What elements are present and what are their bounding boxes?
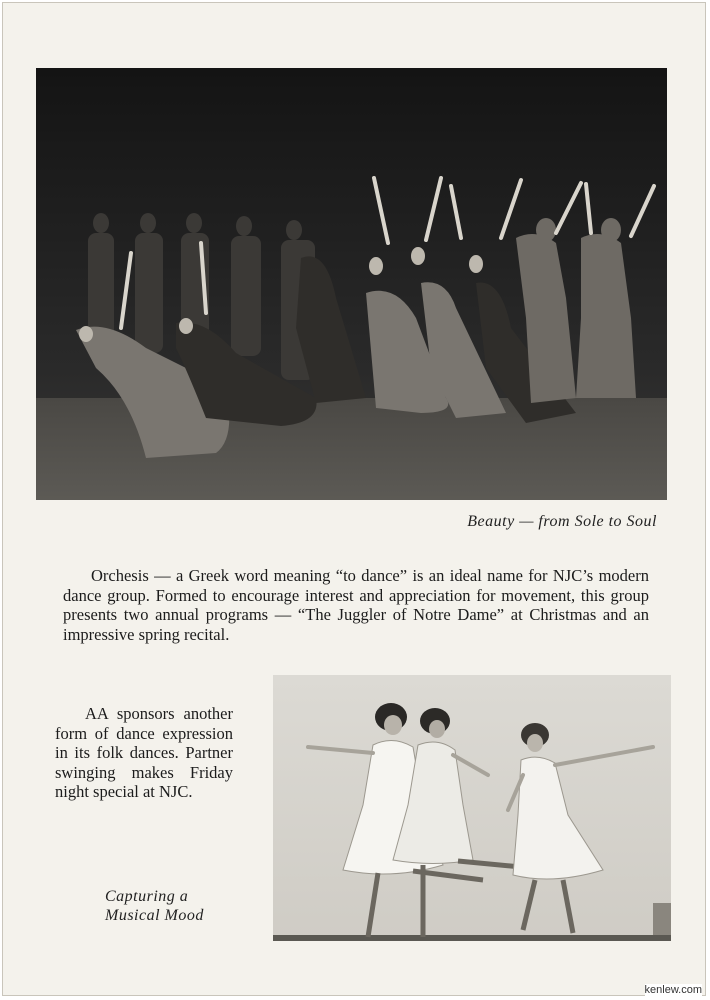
folk-dance-photo (273, 675, 671, 941)
bottom-caption-line1: Capturing a (105, 888, 189, 905)
folk-dance-photo-icon (273, 675, 671, 941)
bottom-caption-line2: Musical Mood (105, 907, 204, 924)
dance-group-photo (36, 68, 667, 500)
orchesis-paragraph: Orchesis — a Greek word meaning “to dance” is an ideal name for NJC’s modern dance group. Formed to encourage interest and appreciation for movement, this group presents two annual programs — “The Juggler of Notre Dame” at Christmas and an impressive spring recital. (63, 566, 649, 644)
aa-folk-dance-paragraph: AA sponsors another form of dance expression in its folk dances. Partner swinging makes Friday night special at NJC. (55, 704, 233, 801)
bottom-photo-caption (105, 887, 255, 925)
yearbook-page (2, 2, 706, 996)
watermark: kenlew.com (644, 984, 702, 996)
dance-group-photo-icon (36, 68, 667, 500)
top-photo-caption: Beauty — from Sole to Soul (467, 513, 657, 530)
